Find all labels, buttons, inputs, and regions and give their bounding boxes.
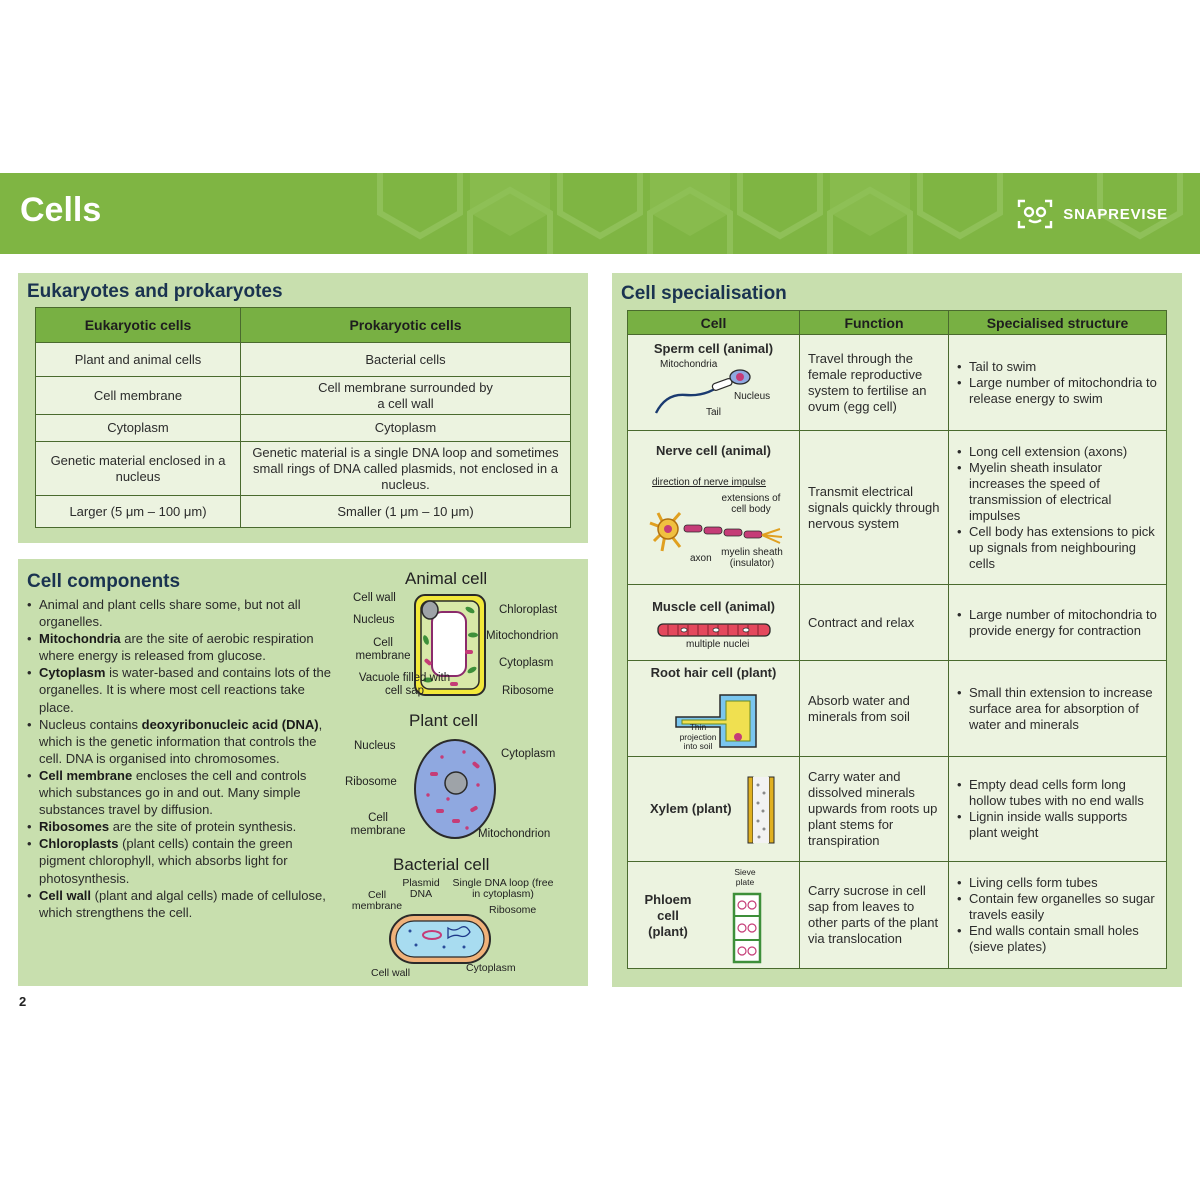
components-list (27, 596, 332, 921)
structure-list (957, 444, 1158, 572)
table-cell: Cytoplasm (36, 415, 241, 442)
label-bact-ribosome: Ribosome (489, 904, 537, 916)
structure-cell (949, 335, 1167, 431)
list-item: • Cell body has extensions to pick up signals from neighbouring cells (957, 524, 1158, 572)
label-plant-nucleus: Nucleus (354, 740, 396, 752)
table-cell: Cell membrane surrounded by a cell wall (241, 377, 571, 415)
col-header-function: Function (800, 311, 949, 335)
function-cell: Transmit electrical signals quickly through nervous system (800, 431, 949, 585)
list-item: • Small thin extension to increase surface area for absorption of water and minerals (957, 685, 1158, 733)
diagram1-title: Animal cell (405, 569, 488, 588)
structure-cell (949, 757, 1167, 862)
robot-face-icon (1015, 198, 1055, 230)
page-number: 2 (19, 994, 27, 1009)
list-item: • Living cells form tubes (957, 875, 1158, 891)
col-header-cell: Cell (628, 311, 800, 335)
diagram2-title: Plant cell (409, 711, 478, 730)
function-cell: Carry water and dissolved minerals upwards from roots up plant stems for transpiration (800, 757, 949, 862)
label-plant-ribosome: Ribosome (345, 776, 397, 788)
label-plasmid: Plasmid DNA (402, 877, 440, 900)
structure-list (957, 777, 1158, 841)
list-item: • Tail to swim (957, 359, 1158, 375)
diagram3-illustration (388, 913, 492, 965)
label-chloroplast: Chloroplast (499, 604, 558, 616)
list-item: • Large number of mitochondria to release energy to swim (957, 375, 1158, 407)
cell-name: Sperm cell (animal) (653, 341, 774, 356)
list-item: • Myelin sheath insulator increases the speed of transmission of electrical impulses (957, 460, 1158, 524)
list-item: • Lignin inside walls supports plant weight (957, 809, 1158, 841)
list-item: • Chloroplasts (plant cells) contain the green pigment chlorophyll, which absorbs light for photosynthesis. (27, 835, 332, 886)
specialisation-table (627, 310, 1167, 969)
label-cytoplasm: Cytoplasm (499, 657, 554, 669)
label-projection: Thin projection into soil (679, 722, 717, 751)
label-mitochondrion: Mitochondrion (486, 630, 559, 642)
structure-list (957, 875, 1158, 955)
specialisation-title: Cell specialisation (621, 283, 787, 304)
label-mitochondria: Mitochondria (660, 359, 718, 370)
label-bact-membrane: Cell membrane (351, 889, 403, 912)
label-nuclei: multiple nuclei (686, 639, 750, 650)
cell-name: Xylem (plant) (650, 801, 732, 816)
table-cell: Plant and animal cells (36, 343, 241, 377)
header-banner (0, 173, 1200, 254)
col-header-prokaryotic: Prokaryotic cells (241, 308, 571, 343)
label-plant-mitochondrion: Mitochondrion (478, 828, 551, 840)
function-cell: Contract and relax (800, 585, 949, 661)
cell-xylem (628, 757, 800, 862)
label-bact-cytoplasm: Cytoplasm (466, 962, 516, 974)
label-plant-cytoplasm: Cytoplasm (501, 748, 556, 760)
cell-name: Nerve cell (animal) (656, 443, 771, 458)
function-cell: Travel through the female reproductive system to fertilise an ovum (egg cell) (800, 335, 949, 431)
col-header-eukaryotic: Eukaryotic cells (36, 308, 241, 343)
cell-sperm (628, 335, 800, 431)
eukaryotes-title: Eukaryotes and prokaryotes (27, 281, 283, 302)
page-title: Cells (20, 191, 102, 229)
list-item: • Cytoplasm is water-based and contains lots of the organelles. It is where most cell reactions take place. (27, 664, 332, 715)
label-dna-loop: Single DNA loop (free in cytoplasm) (452, 877, 554, 900)
label-cell-membrane: Cell membrane (355, 637, 411, 662)
cell-muscle (628, 585, 800, 661)
structure-list (957, 685, 1158, 733)
muscle-cell-icon (656, 621, 772, 641)
label-impulse-direction: direction of nerve impulse (652, 477, 766, 488)
list-item: • Ribosomes are the site of protein synthesis. (27, 818, 332, 835)
label-axon: axon (690, 553, 712, 564)
table-cell: Cell membrane (36, 377, 241, 415)
table-cell: Cytoplasm (241, 415, 571, 442)
label-plant-membrane: Cell membrane (350, 812, 406, 837)
list-item: • End walls contain small holes (sieve plates) (957, 923, 1158, 955)
cell-name: Phloem cell (plant) (644, 892, 692, 939)
logo-text: SNAPREVISE (1063, 205, 1168, 223)
structure-cell (949, 661, 1167, 757)
diagram2-illustration (412, 737, 498, 841)
list-item: • Empty dead cells form long hollow tubes with no end walls (957, 777, 1158, 809)
list-item: • Animal and plant cells share some, but not all organelles. (27, 596, 332, 630)
list-item: • Cell wall (plant and algal cells) made of cellulose, which strengthens the cell. (27, 887, 332, 921)
label-nucleus: Nucleus (353, 614, 395, 626)
label-sieve-plate: Sieve plate (734, 867, 756, 887)
table-cell: Genetic material enclosed in a nucleus (36, 442, 241, 496)
cell-name: Muscle cell (animal) (652, 599, 775, 614)
col-header-structure: Specialised structure (949, 311, 1167, 335)
cell-nerve (628, 431, 800, 585)
xylem-icon (746, 775, 776, 845)
label-nucleus: Nucleus (734, 391, 771, 402)
structure-cell (949, 431, 1167, 585)
list-item: • Contain few organelles so sugar travels easily (957, 891, 1158, 923)
label-ribosome: Ribosome (502, 685, 554, 697)
label-bact-wall: Cell wall (371, 967, 411, 979)
diagram3-title: Bacterial cell (393, 855, 490, 874)
function-cell: Carry sucrose in cell sap from leaves to other parts of the plant via translocation (800, 862, 949, 969)
cell-name: Root hair cell (plant) (650, 665, 777, 680)
label-vacuole: Vacuole filled with cell sap (358, 672, 451, 697)
list-item: • Cell membrane encloses the cell and controls which substances go in and out. Many simple substances travel by diffusion. (27, 767, 332, 818)
structure-list (957, 359, 1158, 407)
function-cell: Absorb water and minerals from soil (800, 661, 949, 757)
table-cell: Bacterial cells (241, 343, 571, 377)
structure-list (957, 607, 1158, 639)
list-item: • Mitochondria are the site of aerobic respiration where energy is released from glucose. (27, 630, 332, 664)
list-item: • Large number of mitochondria to provide energy for contraction (957, 607, 1158, 639)
label-cell-wall: Cell wall (353, 592, 396, 604)
list-item: • Long cell extension (axons) (957, 444, 1158, 460)
table-cell: Larger (5 μm – 100 μm) (36, 496, 241, 528)
components-title: Cell components (27, 571, 181, 592)
cell-root-hair (628, 661, 800, 757)
logo (1015, 198, 1168, 230)
list-item: • Nucleus contains deoxyribonucleic acid (DNA), which is the genetic information that controls the cell. DNA is organised into chromosomes. (27, 716, 332, 767)
label-myelin: myelin sheath (insulator) (721, 547, 783, 569)
cell-phloem (628, 862, 800, 969)
label-extensions: extensions of cell body (721, 493, 781, 515)
structure-cell (949, 585, 1167, 661)
table-cell: Genetic material is a single DNA loop and sometimes small rings of DNA called plasmids, not enclosed in a nucleus. (241, 442, 571, 496)
structure-cell (949, 862, 1167, 969)
eukaryotes-table (35, 307, 571, 528)
label-tail: Tail (706, 407, 722, 418)
table-cell: Smaller (1 μm – 10 μm) (241, 496, 571, 528)
phloem-icon (732, 892, 762, 964)
